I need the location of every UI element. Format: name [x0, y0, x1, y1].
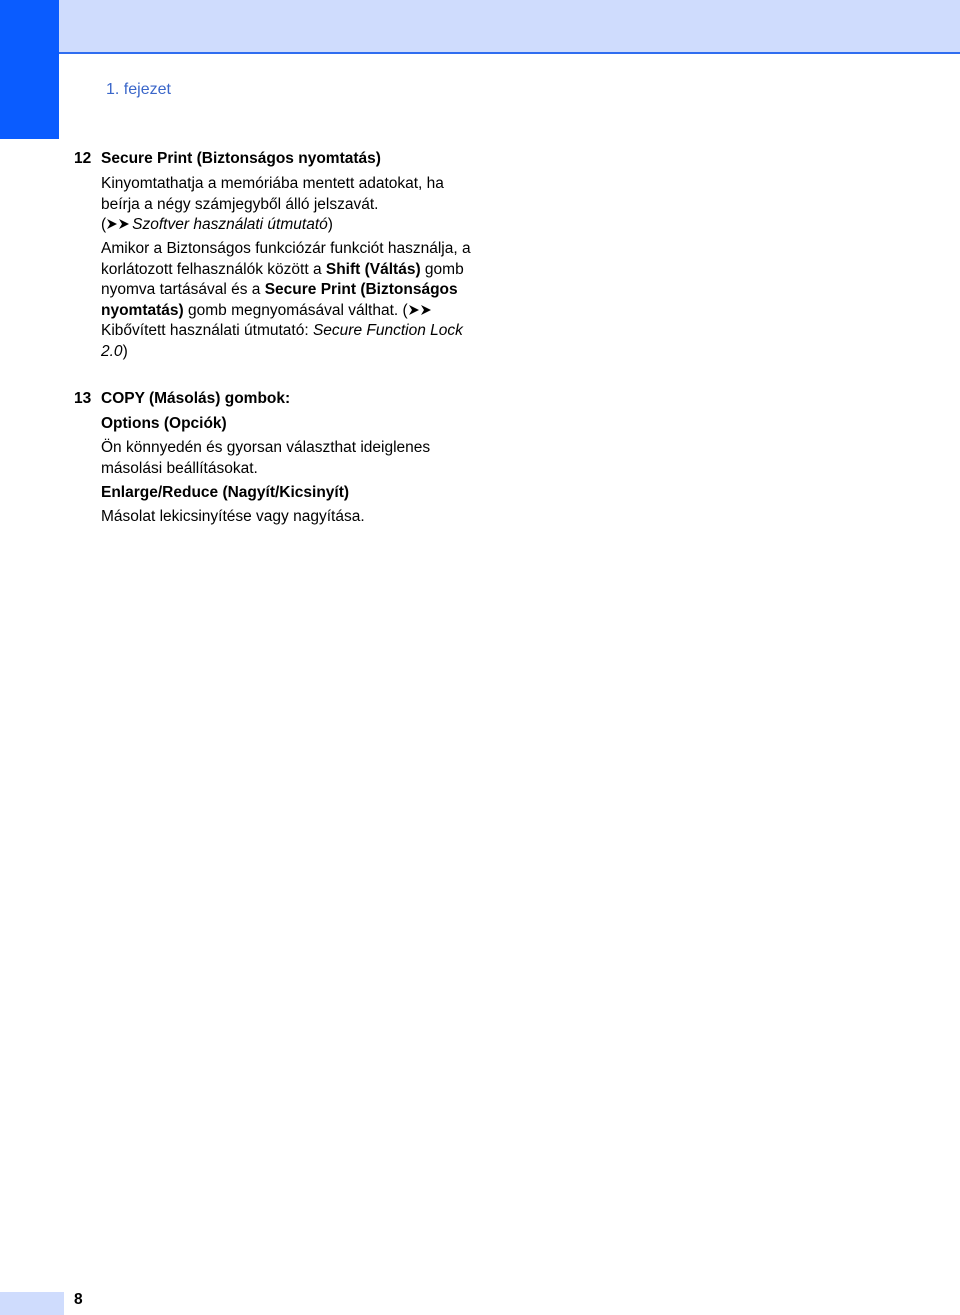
item-number: 12 — [74, 150, 92, 167]
ref-close: ) — [122, 342, 128, 360]
options-text: Ön könnyedén és gyorsan választhat ideiglenes másolási beállításokat. — [101, 439, 431, 477]
item-12-paragraph-1 — [101, 174, 471, 236]
item-number: 13 — [74, 390, 92, 407]
item-title: Secure Print (Biztonságos nyomtatás) — [101, 150, 381, 167]
paragraph-text: gomb megnyomásával válthat. ( — [183, 301, 408, 319]
double-arrow-icon — [106, 218, 132, 230]
ref-close: ) — [327, 216, 333, 233]
shift-button-label: Shift (Váltás) — [325, 260, 421, 278]
options-heading: Options (Opciók) — [101, 415, 227, 432]
ref-open: ( — [101, 216, 107, 233]
chapter-tab — [0, 0, 59, 139]
item-12-paragraph-2 — [101, 239, 471, 362]
paragraph-text: Amikor a Biztonságos funkciózár funkciót használja, a korlátozott felhasználók között a — [101, 240, 471, 278]
reference-title: Szoftver használati útmutató — [132, 216, 328, 233]
page-number: 8 — [74, 1291, 83, 1308]
reference-label: Kibővített használati útmutató: — [101, 322, 313, 339]
enlarge-reduce-heading: Enlarge/Reduce (Nagyít/Kicsinyít) — [101, 484, 350, 501]
paragraph-text: Kinyomtathatja a memóriába mentett adatokat, ha beírja a négy számjegyből álló jelszavát. — [101, 175, 444, 213]
chapter-label: 1. fejezet — [106, 81, 171, 98]
paragraph-text: gomb nyomva tartásával és a — [101, 260, 464, 298]
item-title: COPY (Másolás) gombok: — [101, 390, 291, 407]
enlarge-reduce-text: Másolat lekicsinyítése vagy nagyítása. — [101, 508, 365, 525]
footer-tab — [0, 1292, 64, 1315]
secure-print-button-label: Secure Print (Biztonságos nyomtatás) — [101, 281, 458, 319]
double-arrow-icon — [408, 304, 434, 316]
header-band — [59, 0, 960, 54]
reference-title: Secure Function Lock 2.0 — [101, 322, 463, 360]
